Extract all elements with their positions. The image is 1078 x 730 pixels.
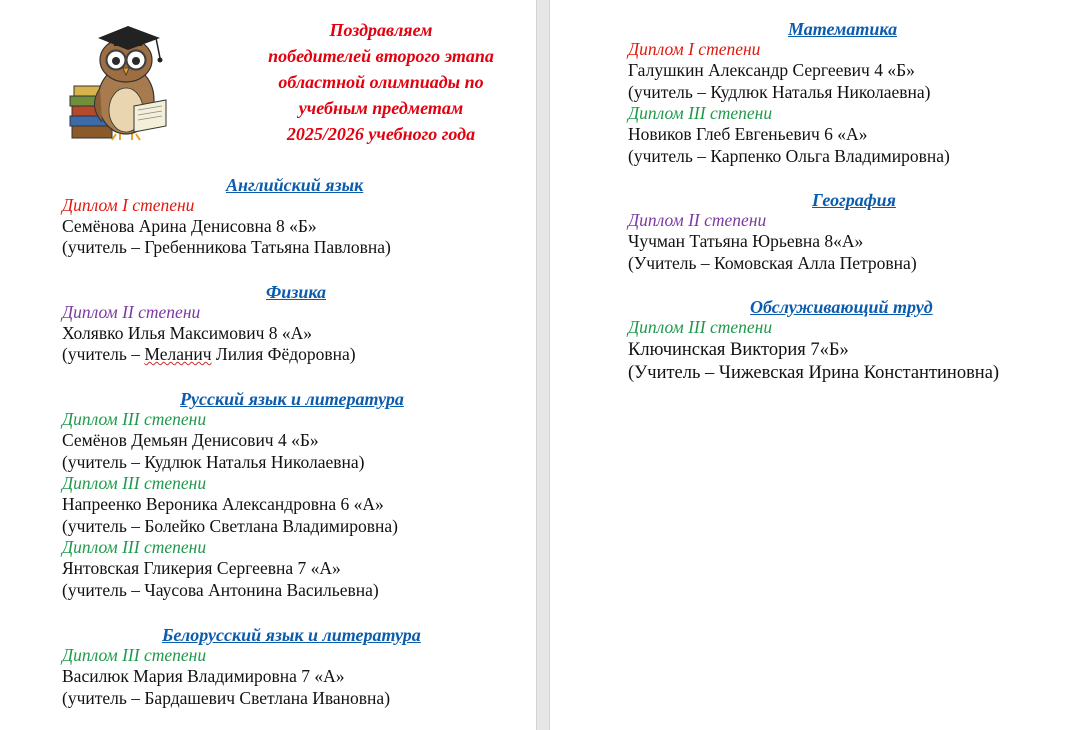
teacher-name: (Учитель – Чижевская Ирина Константиновна)	[628, 363, 1000, 383]
greeting-line: победителей второго этапа	[268, 46, 494, 66]
section-title-math: Математика	[788, 19, 898, 39]
diploma-label: Диплом III степени	[628, 317, 773, 337]
teacher-name: (учитель – Гребенникова Татьяна Павловна)	[62, 237, 391, 257]
student-name: Семёнов Демьян Денисович 4 «Б»	[62, 430, 319, 450]
page-gutter	[536, 0, 550, 730]
section-title-labor: Обслуживающий труд	[750, 297, 933, 317]
diploma-label: Диплом II степени	[628, 210, 767, 230]
owl-scholar-with-books-icon	[68, 18, 170, 142]
section-title-belarusian: Белорусский язык и литература	[162, 625, 421, 645]
student-name: Семёнова Арина Денисовна 8 «Б»	[62, 216, 317, 236]
section-title-russian: Русский язык и литература	[180, 389, 404, 409]
section-title-physics: Физика	[266, 282, 327, 302]
teacher-name: (учитель – Кудлюк Наталья Николаевна)	[628, 82, 931, 102]
greeting-line: областной олимпиады по	[278, 72, 484, 92]
diploma-label: Диплом I степени	[62, 195, 195, 215]
teacher-name: (учитель – Кудлюк Наталья Николаевна)	[62, 452, 365, 472]
student-name: Ключинская Виктория 7«Б»	[628, 340, 849, 360]
teacher-name: (учитель – Бардашевич Светлана Ивановна)	[62, 688, 391, 708]
student-name: Чучман Татьяна Юрьевна 8«А»	[628, 231, 864, 251]
greeting-line: учебным предметам	[298, 98, 464, 118]
teacher-name: (Учитель – Комовская Алла Петровна)	[628, 253, 917, 273]
student-name: Напреенко Вероника Александровна 6 «А»	[62, 494, 384, 514]
section-title-english: Английский язык	[226, 175, 364, 195]
diploma-label: Диплом III степени	[62, 409, 207, 429]
teacher-name: (учитель – Болейко Светлана Владимировна)	[62, 516, 398, 536]
teacher-name: (учитель – Чаусова Антонина Васильевна)	[62, 580, 379, 600]
diploma-label: Диплом II степени	[62, 302, 201, 322]
greeting-block	[236, 17, 526, 147]
diploma-label: Диплом III степени	[628, 103, 773, 123]
greeting-line: 2025/2026 учебного года	[286, 124, 476, 144]
diploma-label: Диплом I степени	[628, 39, 761, 59]
greeting-line: Поздравляем	[329, 20, 433, 40]
teacher-name: (учитель – Карпенко Ольга Владимировна)	[628, 146, 950, 166]
diploma-label: Диплом III степени	[62, 473, 207, 493]
student-name: Новиков Глеб Евгеньевич 6 «А»	[628, 124, 868, 144]
student-name: Холявко Илья Максимович 8 «А»	[62, 323, 313, 343]
section-title-geography: География	[812, 190, 896, 210]
student-name: Янтовская Гликерия Сергеевна 7 «А»	[62, 558, 341, 578]
diploma-label: Диплом III степени	[62, 645, 207, 665]
teacher-rest: Лилия Фёдоровна)	[211, 344, 356, 364]
student-name: Галушкин Александр Сергеевич 4 «Б»	[628, 60, 915, 80]
diploma-label: Диплом III степени	[62, 537, 207, 557]
student-name: Василюк Мария Владимировна 7 «А»	[62, 666, 345, 686]
teacher-prefix: (учитель –	[62, 344, 145, 364]
teacher-surname-spellcheck: Меланич	[144, 344, 212, 364]
teacher-name	[62, 344, 356, 365]
